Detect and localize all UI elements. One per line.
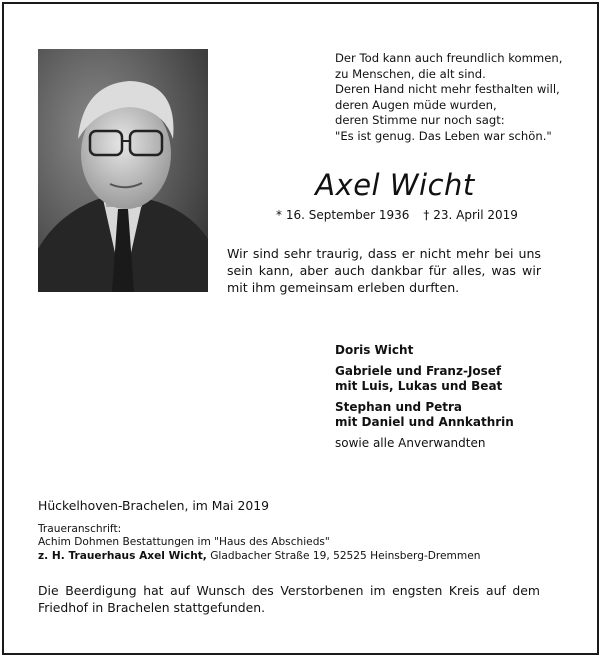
poem xyxy=(335,51,595,144)
address-label: Traueranschrift: xyxy=(38,523,122,535)
family-member: Stephan und Petra xyxy=(335,400,463,414)
life-dates xyxy=(276,208,518,222)
poem-line: Deren Hand nicht mehr festhalten will, xyxy=(335,82,560,96)
mourning-address xyxy=(38,523,480,563)
relatives-line: sowie alle Anverwandten xyxy=(335,436,486,450)
poem-line: deren Stimme nur noch sagt: xyxy=(335,113,505,127)
family-member: mit Daniel und Annkathrin xyxy=(335,415,514,429)
address-street: Gladbacher Straße 19, 52525 Heinsberg-Dremmen xyxy=(206,549,481,562)
death-date: † 23. April 2019 xyxy=(423,208,518,222)
poem-line: "Es ist genug. Das Leben war schön." xyxy=(335,128,552,143)
family-member: Gabriele und Franz-Josef xyxy=(335,364,502,378)
place-date: Hückelhoven-Brachelen, im Mai 2019 xyxy=(38,498,269,513)
funeral-notice: Die Beerdigung hat auf Wunsch des Verstorbenen im engsten Kreis auf dem Friedhof in Brachelen stattgefunden. xyxy=(38,583,540,615)
birth-date: * 16. September 1936 xyxy=(276,208,410,222)
family-list xyxy=(335,343,575,451)
poem-line: deren Augen müde wurden, xyxy=(335,97,497,112)
deceased-name: Axel Wicht xyxy=(315,168,475,202)
poem-line: Der Tod kann auch freundlich kommen, xyxy=(335,51,563,65)
family-member: mit Luis, Lukas und Beat xyxy=(335,379,503,393)
portrait-photo xyxy=(38,49,208,292)
address-line: Achim Dohmen Bestattungen im "Haus des Abschieds" xyxy=(38,536,330,549)
poem-line: zu Menschen, die alt sind. xyxy=(335,66,486,81)
address-recipient: z. H. Trauerhaus Axel Wicht, xyxy=(38,549,207,562)
mourning-text: Wir sind sehr traurig, dass er nicht mehr bei uns sein kann, aber auch dankbar für alles, was wir mit ihm gemeinsam erleben durften. xyxy=(227,246,541,295)
family-member: Doris Wicht xyxy=(335,343,414,357)
